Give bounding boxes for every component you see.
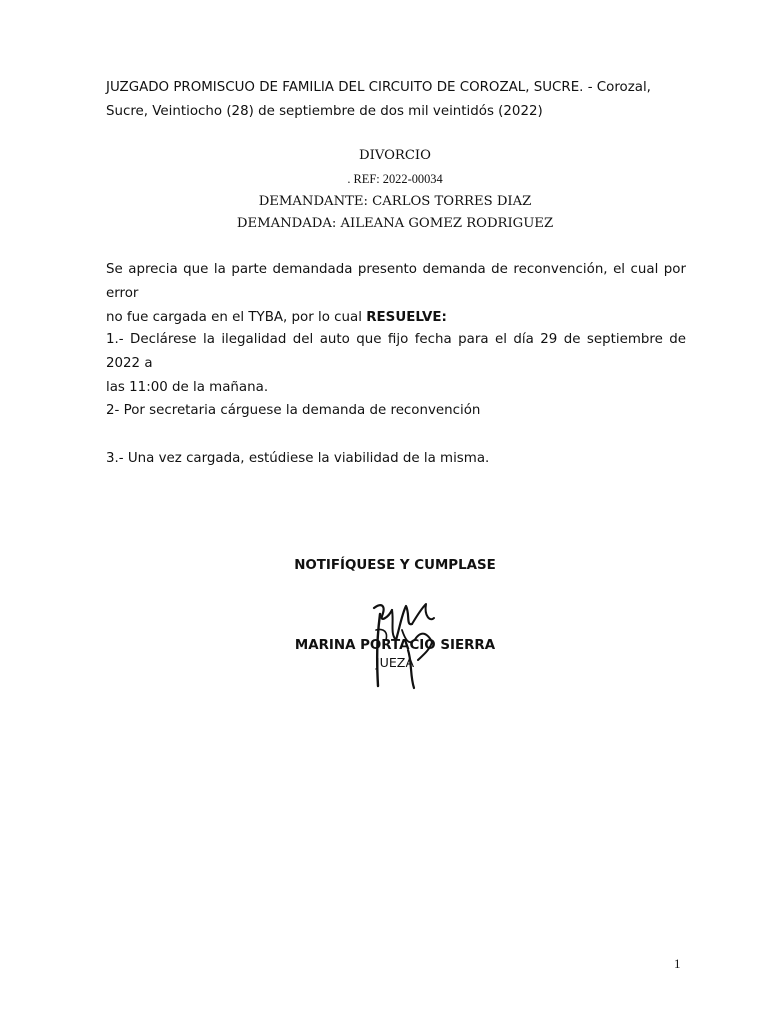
court-header (106, 76, 686, 124)
item1-line1: 1.- Declárese la ilegalidad del auto que fijo fecha para el día 29 de septiembre de 2022 a (106, 332, 686, 371)
defendant-line: DEMANDADA: AILEANA GOMEZ RODRIGUEZ (236, 216, 554, 231)
judge-title: JUEZA (375, 655, 415, 670)
case-type: DIVORCIO (359, 148, 431, 163)
court-header-line2: Sucre, Veintiocho (28) de septiembre de dos mil veintidós (2022) (106, 104, 543, 119)
intro-paragraph (106, 258, 686, 330)
court-header-line1: JUZGADO PROMISCUO DE FAMILIA DEL CIRCUITO DE COROZAL, SUCRE. - Corozal, (106, 80, 651, 95)
intro-line2: no fue cargada en el TYBA, por lo cual (106, 310, 367, 325)
notify-heading: NOTIFÍQUESE Y CUMPLASE (294, 558, 496, 573)
resolution-item-3: 3.- Una vez cargada, estúdiese la viabilidad de la misma. (106, 451, 490, 466)
resuelve-heading: RESUELVE: (366, 310, 447, 325)
judge-name: MARINA PORTACIO SIERRA (294, 638, 496, 653)
case-reference: . REF: 2022-00034 (347, 172, 443, 186)
resolution-item-1 (106, 328, 686, 400)
page-number: 1 (674, 956, 681, 971)
resolution-item-2: 2- Por secretaria cárguese la demanda de reconvención (106, 403, 481, 418)
item1-line2: las 11:00 de la mañana. (106, 380, 269, 395)
intro-line1: Se aprecia que la parte demandada presento demanda de reconvención, el cual por error (106, 262, 686, 301)
plaintiff-line: DEMANDANTE: CARLOS TORRES DIAZ (258, 194, 532, 209)
